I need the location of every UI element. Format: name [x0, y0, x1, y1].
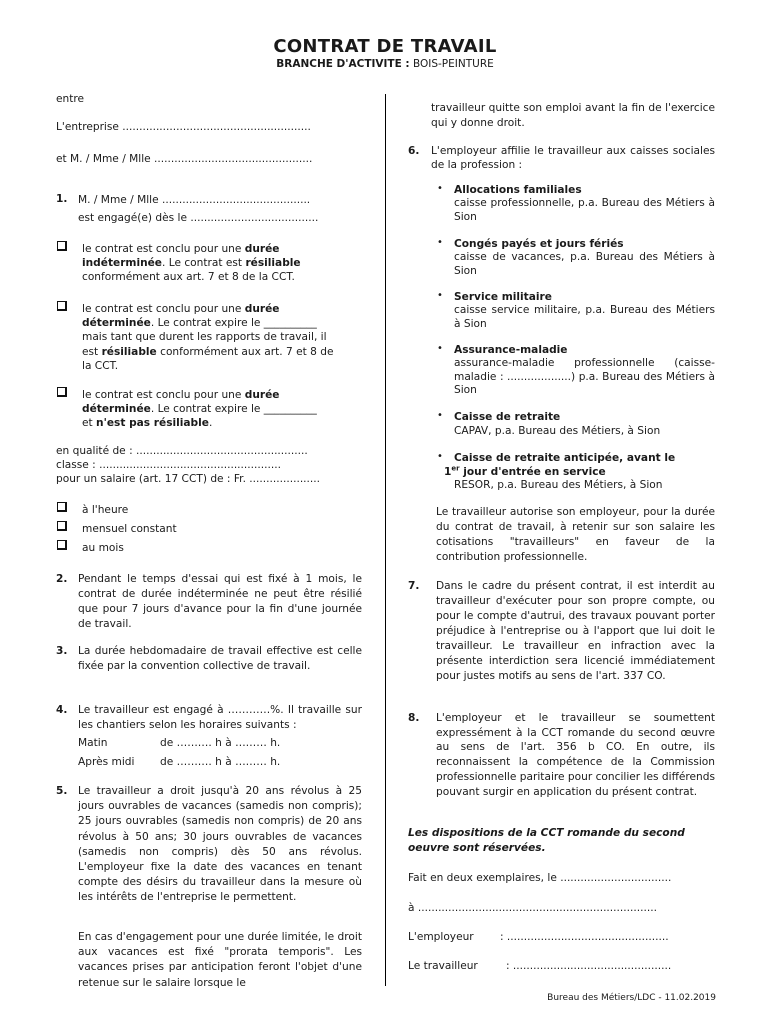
bullet-dot-icon: •	[437, 410, 443, 421]
signature-place-field[interactable]: à .......................................................................	[408, 902, 657, 914]
schedule-apres-label: Après midi	[78, 756, 135, 768]
caisse-militaire-title: Service militaire	[454, 291, 552, 303]
section-7-number: 7.	[408, 580, 420, 592]
salary-field[interactable]: pour un salaire (art. 17 CCT) de : Fr. .....................	[56, 473, 321, 485]
section-2-number: 2.	[56, 573, 68, 585]
section-3-text: La durée hebdomadaire de travail effective est celle fixée par la convention collective de travail.	[78, 645, 362, 672]
signature-date-field[interactable]: Fait en deux exemplaires, le .................................	[408, 872, 672, 884]
opt2-text-e: mais tant que durent les rapports de travail, il	[82, 331, 327, 344]
opt3-text-f: n'est pas résiliable	[96, 417, 209, 430]
worker-label: Le travailleur	[408, 960, 478, 972]
opt2-text-d: . Le contrat expire le __________	[150, 317, 317, 330]
section-8-number: 8.	[408, 712, 420, 724]
opt1-text-d: . Le contrat est	[162, 257, 243, 270]
schedule-matin-label: Matin	[78, 737, 108, 749]
section-2-text: Pendant le temps d'essai qui est fixé à 1 mois, le contrat de durée indéterminée ne peut être résilié que pour 7 jours d'avance pour la fin d'une journée de travail.	[78, 573, 362, 630]
bullet-dot-icon: •	[437, 343, 443, 354]
caisse-maladie-text: assurance-maladie professionnelle (caisse-maladie : ...................) p.a. Bureau des Métiers à Sion	[454, 357, 715, 396]
authorization-text: Le travailleur autorise son employeur, pour la durée du contrat de travail, à retenir sur son salaire les cotisations "travailleurs" en faveur de la contribution professionnelle.	[436, 506, 715, 563]
checkbox-determinee-resiliable[interactable]	[57, 301, 67, 311]
caisse-conges-text: caisse de vacances, p.a. Bureau des Métiers à Sion	[454, 251, 715, 277]
caisse-anticipee-first: 1	[444, 466, 452, 478]
caisse-retraite-title: Caisse de retraite	[454, 411, 561, 423]
opt2-text-g: résiliable	[101, 345, 157, 358]
option-indeterminee	[82, 242, 362, 285]
branch-label: BRANCHE D'ACTIVITE :	[276, 58, 410, 70]
opt3-text-e: et	[82, 417, 93, 430]
person-field[interactable]: et M. / Mme / Mlle ...............................................	[56, 153, 313, 165]
opt1-text-c: indéterminée	[82, 257, 162, 270]
schedule-apres-field[interactable]: de ………. h à ……… h.	[160, 756, 281, 768]
opt2-text-a: le contrat est conclu pour une	[82, 303, 242, 315]
opt1-text-f: conformément aux art. 7 et 8 de la CCT.	[82, 271, 295, 284]
opt2-text-i: la CCT.	[82, 359, 119, 372]
employer-signature-field[interactable]: : ................................................	[500, 931, 669, 943]
opt3-text-c: déterminée	[82, 403, 151, 416]
checkbox-mois[interactable]	[57, 540, 67, 550]
pay-heure-label: à l'heure	[82, 504, 129, 516]
opt1-text-a: le contrat est conclu pour une	[82, 243, 242, 255]
caisse-retraite-text: CAPAV, p.a. Bureau des Métiers, à Sion	[454, 425, 661, 437]
reservation-note: Les dispositions de la CCT romande du second oeuvre sont réservées.	[408, 827, 685, 854]
opt2-text-b: durée	[244, 303, 280, 315]
section-7-text: Dans le cadre du présent contrat, il est interdit au travailleur d'exécuter pour son propre compte, ou pour le compte d'autrui, des travaux pouvant porter préjudice à l'entreprise ou à l'apport que lui doit le travailleur. Le travailleur en infraction avec la présente interdiction sera licencié immédiatement pour justes motifs au sens de l'art. 337 CO.	[436, 580, 715, 682]
caisse-militaire-text: caisse service militaire, p.a. Bureau des Métiers à Sion	[454, 304, 715, 330]
quality-field[interactable]: en qualité de : ...................................................	[56, 445, 308, 457]
section-1-number: 1.	[56, 193, 68, 205]
caisse-maladie-title: Assurance-maladie	[454, 344, 568, 356]
document-title: CONTRAT DE TRAVAIL	[273, 36, 497, 57]
opt3-text-b: durée	[244, 389, 280, 401]
column-divider	[385, 94, 386, 986]
section-4-number: 4.	[56, 704, 68, 716]
bullet-dot-icon: •	[437, 237, 443, 248]
classe-field[interactable]: classe : ......................................................	[56, 459, 281, 471]
option-determinee-resiliable	[82, 302, 362, 373]
caisse-conges-title: Congés payés et jours fériés	[454, 238, 624, 250]
checkbox-heure[interactable]	[57, 502, 67, 512]
section-5-text-a: Le travailleur a droit jusqu'à 20 ans révolus à 25 jours ouvrables de vacances (samedis non compris); 25 jours ouvrables (samedis non compris) de 20 ans révolus à 50 ans; 30 jours ouvrables de vacances (samedis non compris) dès 50 ans révolus. L'employeur fixe la date des vacances en tenant compte des désirs du travailleur dans la mesure où les intérêts de l'entreprise le permettent.	[78, 785, 362, 904]
caisse-allocations-text: caisse professionnelle, p.a. Bureau des Métiers à Sion	[454, 197, 715, 223]
section-6-number: 6.	[408, 145, 420, 157]
caisse-anticipee-text: RESOR, p.a. Bureau des Métiers, à Sion	[454, 479, 663, 491]
opt3-text-d: . Le contrat expire le __________	[150, 403, 317, 416]
section-8-text: L'employeur et le travailleur se soumettent expressément à la CCT romande du second œuvre au sens de l'art. 356 b CO. En outre, ils reconnaissent la compétence de la Commission professionnelle paritaire pour concilier les différends pouvant surgir en application du présent contrat.	[436, 712, 715, 798]
pay-mois-label: au mois	[82, 542, 124, 554]
s1-name-field[interactable]: M. / Mme / Mlle ............................................	[78, 194, 311, 206]
checkbox-determinee-non-resiliable[interactable]	[57, 387, 67, 397]
footer-reference: Bureau des Métiers/LDC - 11.02.2019	[547, 993, 716, 1003]
checkbox-indeterminee[interactable]	[57, 241, 67, 251]
opt1-text-e: résiliable	[245, 257, 301, 270]
pay-mensuel-label: mensuel constant	[82, 523, 177, 535]
opt2-text-c: déterminée	[82, 317, 151, 330]
opt3-text-a: le contrat est conclu pour une	[82, 389, 242, 401]
bullet-dot-icon: •	[437, 451, 443, 462]
entre-text: entre	[56, 93, 85, 105]
branch-value: BOIS-PEINTURE	[412, 58, 494, 70]
section-5-text-b: En cas d'engagement pour une durée limitée, le droit aux vacances est fixé "prorata temporis". Les vacances prises par anticipation feront l'objet d'une retenue sur le salaire lorsque le	[78, 931, 362, 989]
section-3-number: 3.	[56, 645, 68, 657]
option-determinee-non-resiliable: le contrat est conclu pour une durée déterminée. Le contrat expire le __________ et n'est pas résiliable.	[82, 389, 317, 430]
checkbox-mensuel[interactable]	[57, 521, 67, 531]
section-5-continued: travailleur quitte son emploi avant la fin de l'exercice qui y donne droit.	[431, 102, 715, 129]
caisse-anticipee-rest: jour d'entrée en service	[459, 466, 606, 478]
opt2-text-h: conformément aux art. 7 et 8 de	[160, 345, 334, 358]
opt2-text-f: est	[82, 345, 99, 358]
caisse-anticipee-title-a: Caisse de retraite anticipée, avant le	[454, 452, 676, 464]
opt1-text-b: durée	[244, 243, 280, 255]
bullet-dot-icon: •	[437, 290, 443, 301]
caisse-anticipee-sup: er	[451, 464, 460, 473]
section-4-text: Le travailleur est engagé à …………%. Il travaille sur les chantiers selon les horaires suivants :	[78, 704, 362, 731]
schedule-matin-field[interactable]: de ………. h à ……… h.	[160, 737, 281, 749]
entreprise-field[interactable]: L'entreprise ........................................................	[56, 121, 311, 133]
bullet-dot-icon: •	[437, 183, 443, 194]
section-6-text: L'employeur affilie le travailleur aux caisses sociales de la profession :	[431, 145, 715, 171]
document-subtitle	[0, 58, 770, 70]
employer-label: L'employeur	[408, 931, 474, 943]
worker-signature-field[interactable]: : ...............................................	[506, 960, 672, 972]
s1-engaged-field[interactable]: est engagé(e) dès le ......................................	[78, 212, 319, 224]
caisse-allocations-title: Allocations familiales	[454, 184, 582, 196]
section-5-number: 5.	[56, 785, 68, 797]
